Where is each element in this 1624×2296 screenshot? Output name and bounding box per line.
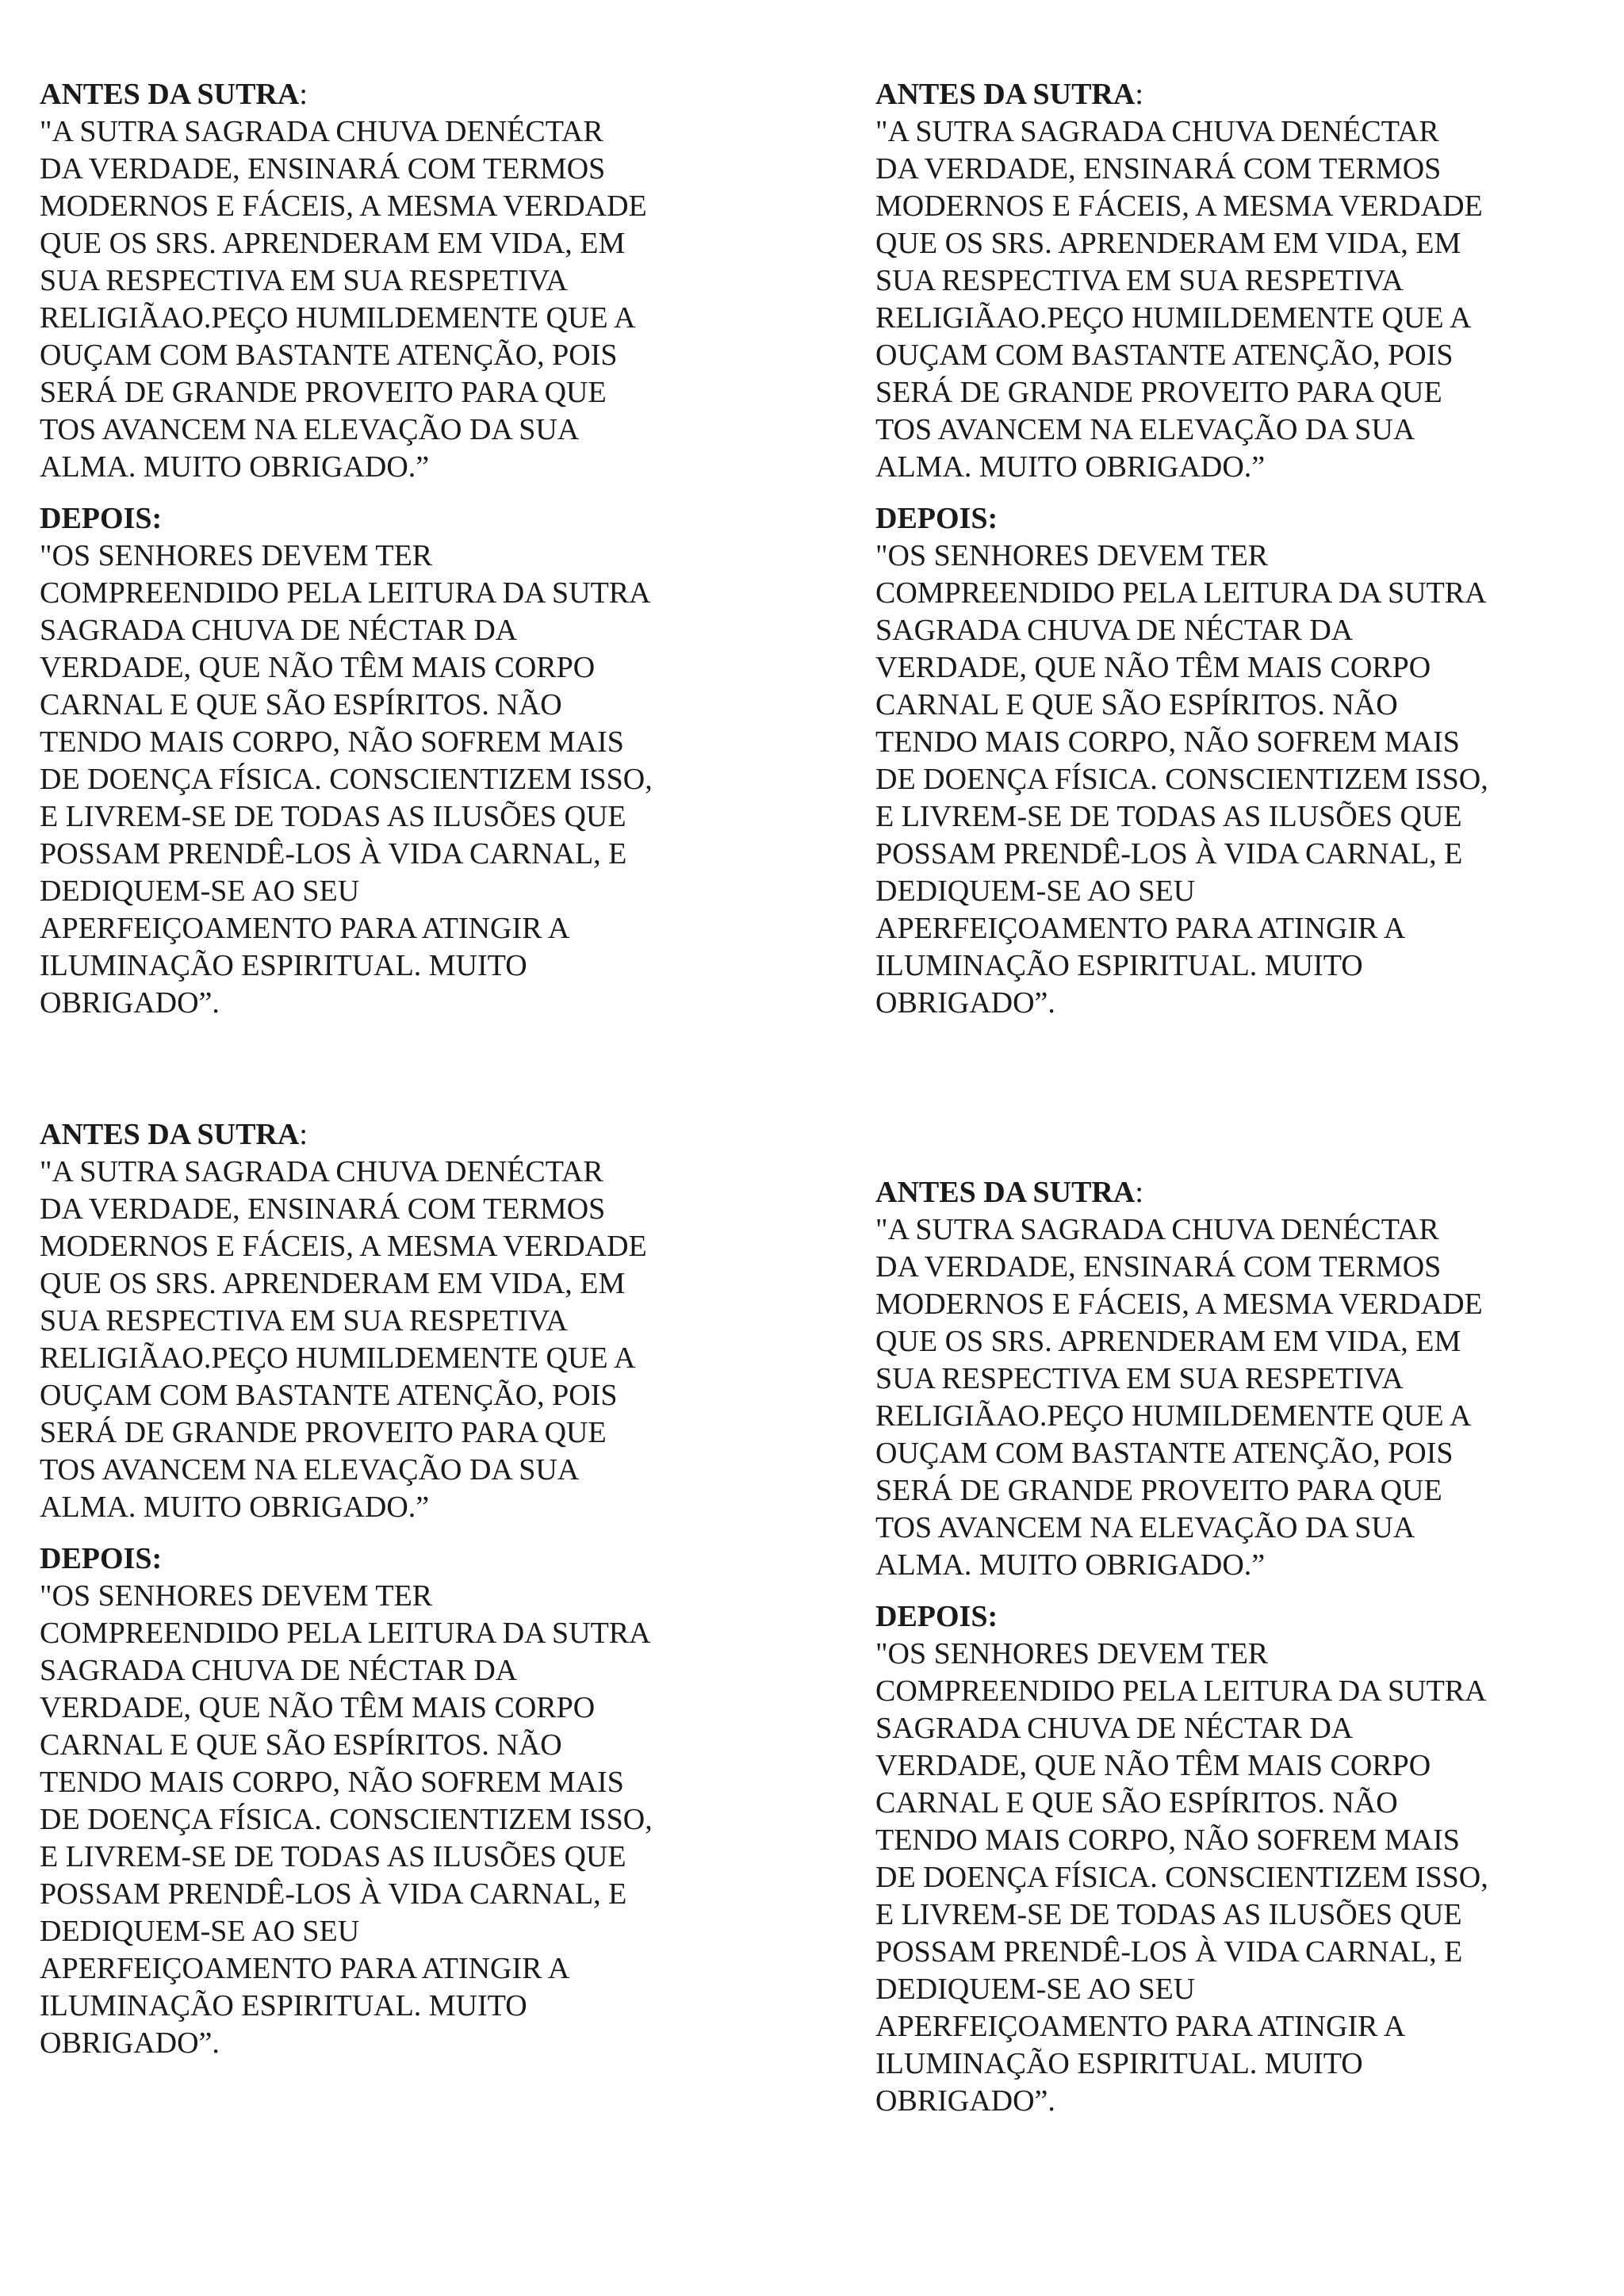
after-text-line: CARNAL E QUE SÃO ESPÍRITOS. NÃO bbox=[40, 1728, 562, 1762]
before-text-line: DA VERDADE, ENSINARÁ COM TERMOS bbox=[40, 1192, 606, 1226]
before-heading bbox=[40, 76, 722, 113]
before-text-line: TOS AVANCEM NA ELEVAÇÃO DA SUA bbox=[40, 413, 580, 446]
after-text-line: COMPREENDIDO PELA LEITURA DA SUTRA bbox=[40, 576, 651, 610]
before-colon: : bbox=[299, 1118, 308, 1151]
before-text-line: QUE OS SRS. APRENDERAM EM VIDA, EM bbox=[40, 227, 626, 260]
after-text-line: DEDIQUEM-SE AO SEU bbox=[40, 1915, 360, 1948]
before-colon: : bbox=[299, 78, 308, 111]
after-text-line: CARNAL E QUE SÃO ESPÍRITOS. NÃO bbox=[875, 688, 1398, 721]
after-text-line: "OS SENHORES DEVEM TER bbox=[875, 539, 1269, 572]
after-text-line: POSSAM PRENDÊ-LOS À VIDA CARNAL, E bbox=[875, 1935, 1463, 1969]
after-label: DEPOIS: bbox=[40, 502, 163, 535]
after-text-line: SAGRADA CHUVA DE NÉCTAR DA bbox=[875, 614, 1354, 647]
after-text-line: SAGRADA CHUVA DE NÉCTAR DA bbox=[875, 1712, 1354, 1745]
after-text-line: TENDO MAIS CORPO, NÃO SOFREM MAIS bbox=[875, 1823, 1460, 1857]
after-text-line: APERFEIÇOAMENTO PARA ATINGIR A bbox=[40, 912, 570, 945]
after-label: DEPOIS: bbox=[875, 502, 998, 535]
after-text-line: OBRIGADO”. bbox=[875, 2084, 1055, 2118]
after-heading bbox=[875, 500, 1557, 538]
before-text-line: MODERNOS E FÁCEIS, A MESMA VERDADE bbox=[40, 1230, 647, 1263]
after-text-line: COMPREENDIDO PELA LEITURA DA SUTRA bbox=[40, 1617, 651, 1650]
paragraph-gap bbox=[875, 1584, 1557, 1598]
after-text-line: DE DOENÇA FÍSICA. CONSCIENTIZEM ISSO, bbox=[40, 1803, 653, 1836]
after-text-line: COMPREENDIDO PELA LEITURA DA SUTRA bbox=[875, 576, 1487, 610]
before-text-line: SUA RESPECTIVA EM SUA RESPETIVA bbox=[875, 1362, 1404, 1395]
after-text-line: VERDADE, QUE NÃO TÊM MAIS CORPO bbox=[40, 1691, 596, 1724]
after-text-line: APERFEIÇOAMENTO PARA ATINGIR A bbox=[875, 912, 1406, 945]
after-text-line: ILUMINAÇÃO ESPIRITUAL. MUITO bbox=[875, 949, 1363, 982]
before-text-line: OUÇAM COM BASTANTE ATENÇÃO, POIS bbox=[40, 339, 618, 372]
after-text-line: "OS SENHORES DEVEM TER bbox=[875, 1637, 1269, 1670]
before-text-line: DA VERDADE, ENSINARÁ COM TERMOS bbox=[875, 152, 1442, 186]
paragraph-gap bbox=[40, 1526, 722, 1540]
before-text-line: TOS AVANCEM NA ELEVAÇÃO DA SUA bbox=[40, 1453, 580, 1487]
after-text-line: DE DOENÇA FÍSICA. CONSCIENTIZEM ISSO, bbox=[875, 763, 1488, 796]
after-text-line: "OS SENHORES DEVEM TER bbox=[40, 539, 433, 572]
after-text-line: E LIVREM-SE DE TODAS AS ILUSÕES QUE bbox=[40, 1840, 626, 1873]
before-text-line: RELIGIÃAO.PEÇO HUMILDEMENTE QUE A bbox=[875, 301, 1472, 335]
after-text-line: COMPREENDIDO PELA LEITURA DA SUTRA bbox=[875, 1674, 1487, 1708]
after-text-line: POSSAM PRENDÊ-LOS À VIDA CARNAL, E bbox=[40, 1877, 627, 1911]
before-text-line: "A SUTRA SAGRADA CHUVA DENÉCTAR bbox=[875, 1213, 1439, 1246]
after-text-line: TENDO MAIS CORPO, NÃO SOFREM MAIS bbox=[875, 725, 1460, 759]
before-text-line: TOS AVANCEM NA ELEVAÇÃO DA SUA bbox=[875, 1511, 1415, 1544]
before-text-line: OUÇAM COM BASTANTE ATENÇÃO, POIS bbox=[875, 339, 1454, 372]
before-heading bbox=[875, 76, 1557, 113]
before-text-line: MODERNOS E FÁCEIS, A MESMA VERDADE bbox=[875, 189, 1483, 223]
before-text-line: RELIGIÃAO.PEÇO HUMILDEMENTE QUE A bbox=[40, 301, 636, 335]
after-text-line: DEDIQUEM-SE AO SEU bbox=[875, 874, 1196, 908]
before-text-line: "A SUTRA SAGRADA CHUVA DENÉCTAR bbox=[40, 1155, 603, 1188]
after-text-line: VERDADE, QUE NÃO TÊM MAIS CORPO bbox=[40, 651, 596, 684]
after-text-line: E LIVREM-SE DE TODAS AS ILUSÕES QUE bbox=[875, 800, 1462, 833]
after-text-line: ILUMINAÇÃO ESPIRITUAL. MUITO bbox=[40, 1989, 527, 2022]
before-text-line: MODERNOS E FÁCEIS, A MESMA VERDADE bbox=[40, 189, 647, 223]
before-text-line: ALMA. MUITO OBRIGADO.” bbox=[40, 450, 430, 484]
after-label: DEPOIS: bbox=[875, 1600, 998, 1633]
before-text-line: OUÇAM COM BASTANTE ATENÇÃO, POIS bbox=[40, 1379, 618, 1412]
before-text-line: QUE OS SRS. APRENDERAM EM VIDA, EM bbox=[40, 1267, 626, 1300]
before-text-line: SERÁ DE GRANDE PROVEITO PARA QUE bbox=[875, 376, 1442, 409]
after-text-line: POSSAM PRENDÊ-LOS À VIDA CARNAL, E bbox=[40, 837, 627, 871]
text-block bbox=[875, 1174, 1557, 2120]
before-text-line: SUA RESPECTIVA EM SUA RESPETIVA bbox=[875, 264, 1404, 297]
after-text-line: E LIVREM-SE DE TODAS AS ILUSÕES QUE bbox=[875, 1898, 1462, 1931]
before-text-line: ALMA. MUITO OBRIGADO.” bbox=[875, 450, 1266, 484]
paragraph-gap bbox=[40, 486, 722, 500]
after-text-line: CARNAL E QUE SÃO ESPÍRITOS. NÃO bbox=[40, 688, 562, 721]
after-text-line: OBRIGADO”. bbox=[875, 986, 1055, 1020]
after-label: DEPOIS: bbox=[40, 1542, 163, 1575]
after-text-line: POSSAM PRENDÊ-LOS À VIDA CARNAL, E bbox=[875, 837, 1463, 871]
before-heading bbox=[875, 1174, 1557, 1211]
after-text-line: VERDADE, QUE NÃO TÊM MAIS CORPO bbox=[875, 651, 1431, 684]
before-text-line: QUE OS SRS. APRENDERAM EM VIDA, EM bbox=[875, 227, 1461, 260]
after-text-line: DE DOENÇA FÍSICA. CONSCIENTIZEM ISSO, bbox=[40, 763, 653, 796]
paragraph-gap bbox=[875, 486, 1557, 500]
after-text-line: OBRIGADO”. bbox=[40, 986, 220, 1020]
before-label: ANTES DA SUTRA bbox=[875, 1176, 1136, 1209]
after-text-line: OBRIGADO”. bbox=[40, 2026, 220, 2060]
before-text-line: ALMA. MUITO OBRIGADO.” bbox=[40, 1490, 430, 1524]
text-block bbox=[40, 76, 722, 1022]
after-heading bbox=[40, 1540, 722, 1578]
before-label: ANTES DA SUTRA bbox=[40, 1118, 300, 1151]
after-text-line: DE DOENÇA FÍSICA. CONSCIENTIZEM ISSO, bbox=[875, 1861, 1488, 1894]
after-text-line: SAGRADA CHUVA DE NÉCTAR DA bbox=[40, 1654, 518, 1687]
before-text-line: DA VERDADE, ENSINARÁ COM TERMOS bbox=[875, 1250, 1442, 1284]
before-colon: : bbox=[1135, 1176, 1143, 1209]
after-text-line: APERFEIÇOAMENTO PARA ATINGIR A bbox=[40, 1952, 570, 1985]
before-text-line: RELIGIÃAO.PEÇO HUMILDEMENTE QUE A bbox=[875, 1399, 1472, 1433]
text-block bbox=[40, 1116, 722, 2062]
after-text-line: TENDO MAIS CORPO, NÃO SOFREM MAIS bbox=[40, 725, 624, 759]
before-text-line: "A SUTRA SAGRADA CHUVA DENÉCTAR bbox=[875, 115, 1439, 148]
after-text-line: VERDADE, QUE NÃO TÊM MAIS CORPO bbox=[875, 1749, 1431, 1782]
after-heading bbox=[875, 1598, 1557, 1636]
before-text-line: TOS AVANCEM NA ELEVAÇÃO DA SUA bbox=[875, 413, 1415, 446]
after-text-line: APERFEIÇOAMENTO PARA ATINGIR A bbox=[875, 2010, 1406, 2043]
before-heading bbox=[40, 1116, 722, 1154]
after-text-line: DEDIQUEM-SE AO SEU bbox=[875, 1973, 1196, 2006]
after-heading bbox=[40, 500, 722, 538]
after-text-line: TENDO MAIS CORPO, NÃO SOFREM MAIS bbox=[40, 1766, 624, 1799]
before-text-line: RELIGIÃAO.PEÇO HUMILDEMENTE QUE A bbox=[40, 1341, 636, 1375]
after-text-line: SAGRADA CHUVA DE NÉCTAR DA bbox=[40, 614, 518, 647]
before-colon: : bbox=[1135, 78, 1143, 111]
before-text-line: MODERNOS E FÁCEIS, A MESMA VERDADE bbox=[875, 1288, 1483, 1321]
before-text-line: SERÁ DE GRANDE PROVEITO PARA QUE bbox=[875, 1474, 1442, 1507]
after-text-line: "OS SENHORES DEVEM TER bbox=[40, 1579, 433, 1613]
before-text-line: QUE OS SRS. APRENDERAM EM VIDA, EM bbox=[875, 1325, 1461, 1358]
before-text-line: SERÁ DE GRANDE PROVEITO PARA QUE bbox=[40, 376, 607, 409]
before-text-line: SUA RESPECTIVA EM SUA RESPETIVA bbox=[40, 264, 568, 297]
before-text-line: OUÇAM COM BASTANTE ATENÇÃO, POIS bbox=[875, 1437, 1454, 1470]
before-text-line: DA VERDADE, ENSINARÁ COM TERMOS bbox=[40, 152, 606, 186]
before-text-line: "A SUTRA SAGRADA CHUVA DENÉCTAR bbox=[40, 115, 603, 148]
after-text-line: CARNAL E QUE SÃO ESPÍRITOS. NÃO bbox=[875, 1786, 1398, 1820]
after-text-line: DEDIQUEM-SE AO SEU bbox=[40, 874, 360, 908]
after-text-line: ILUMINAÇÃO ESPIRITUAL. MUITO bbox=[40, 949, 527, 982]
before-label: ANTES DA SUTRA bbox=[40, 78, 300, 111]
after-text-line: E LIVREM-SE DE TODAS AS ILUSÕES QUE bbox=[40, 800, 626, 833]
before-text-line: SERÁ DE GRANDE PROVEITO PARA QUE bbox=[40, 1416, 607, 1449]
after-text-line: ILUMINAÇÃO ESPIRITUAL. MUITO bbox=[875, 2047, 1363, 2080]
before-text-line: SUA RESPECTIVA EM SUA RESPETIVA bbox=[40, 1304, 568, 1337]
before-text-line: ALMA. MUITO OBRIGADO.” bbox=[875, 1548, 1266, 1582]
before-label: ANTES DA SUTRA bbox=[875, 78, 1136, 111]
text-block bbox=[875, 76, 1557, 1022]
